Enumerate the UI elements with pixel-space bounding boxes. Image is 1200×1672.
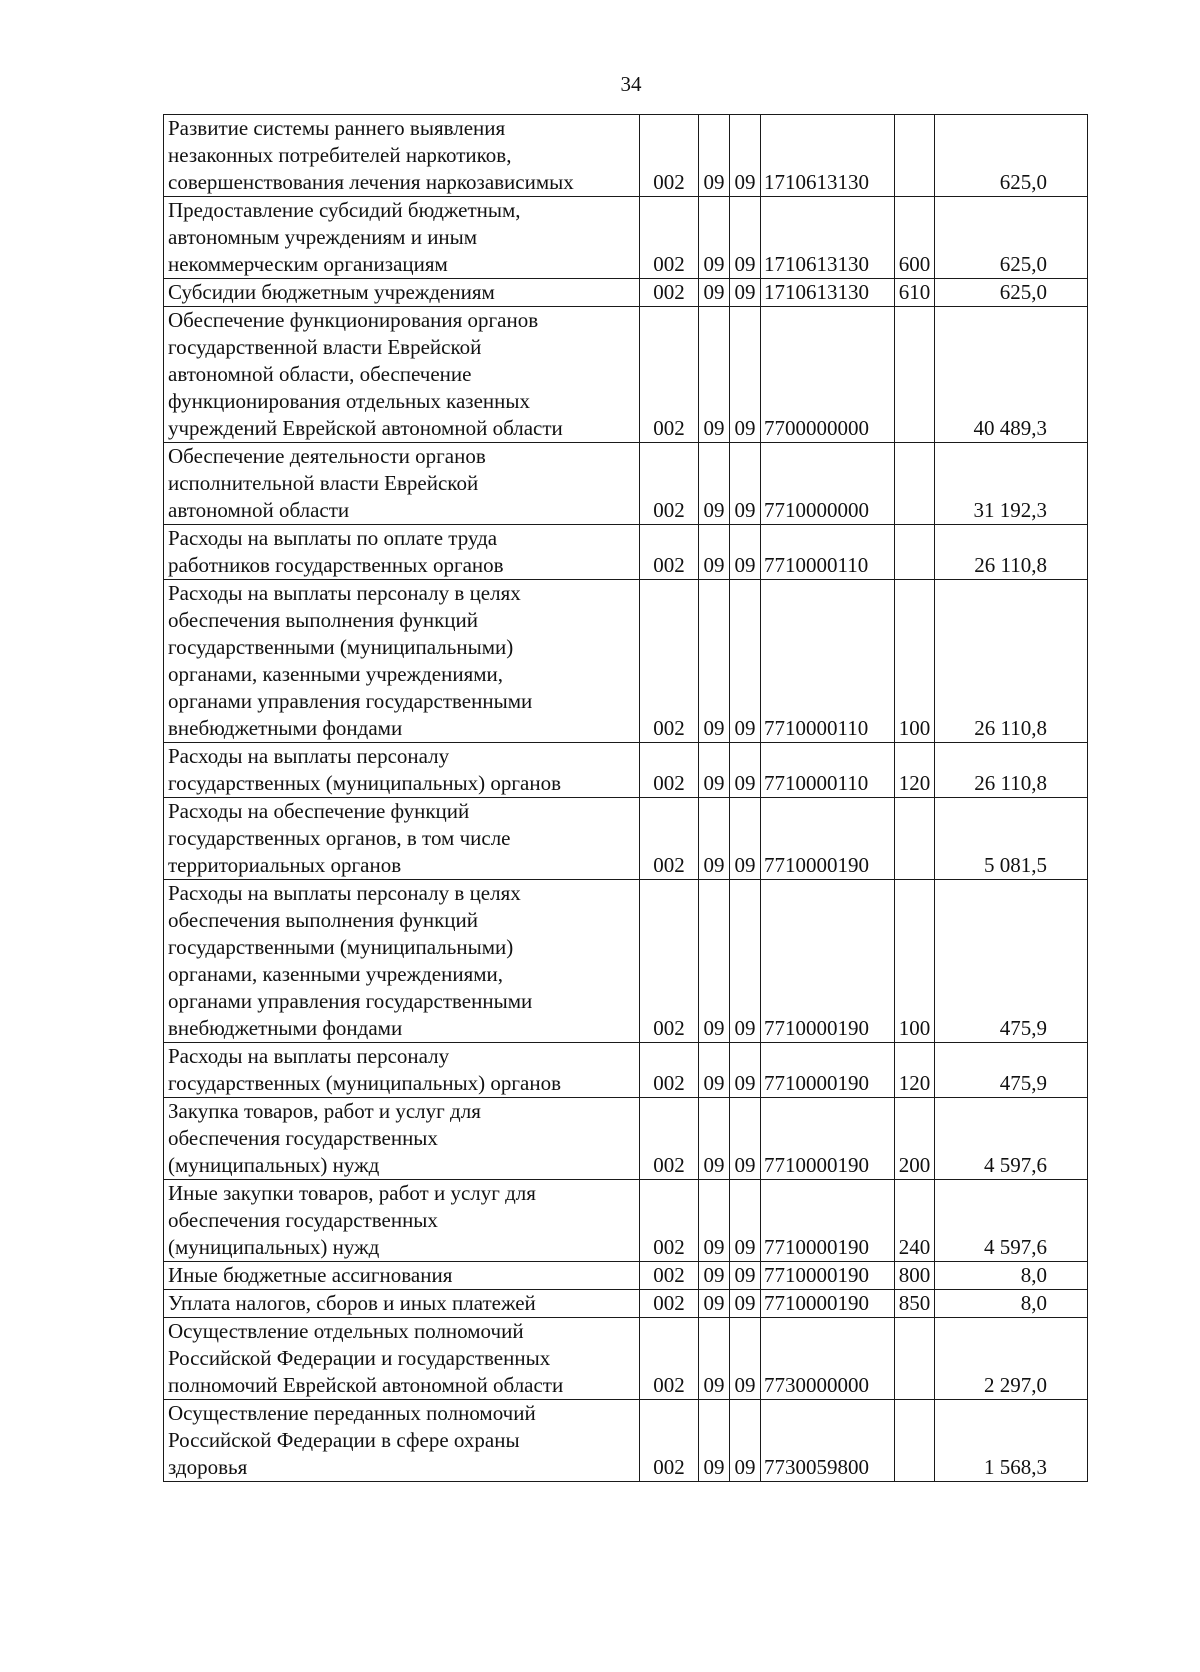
subsection-code-cell: 09 bbox=[730, 580, 761, 743]
budget-table bbox=[163, 114, 1088, 1482]
amount-cell: 475,9 bbox=[935, 1043, 1088, 1098]
amount-cell: 31 192,3 bbox=[935, 443, 1088, 525]
amount-cell: 40 489,3 bbox=[935, 307, 1088, 443]
subsection-code-cell: 09 bbox=[730, 443, 761, 525]
amount-cell: 5 081,5 bbox=[935, 798, 1088, 880]
row-name-cell: Расходы на выплаты персоналу в целях обеспечения выполнения функций государственными (муниципальными) органами, казенными учреждениями, органами управления государственными внебюджетными фондами bbox=[164, 880, 640, 1043]
ministry-code-cell: 002 bbox=[640, 1290, 699, 1318]
expense-type-cell bbox=[895, 307, 935, 443]
ministry-code-cell: 002 bbox=[640, 115, 699, 197]
target-article-cell: 7710000110 bbox=[761, 743, 895, 798]
section-code-cell: 09 bbox=[699, 1098, 730, 1180]
expense-type-cell bbox=[895, 443, 935, 525]
ministry-code-cell: 002 bbox=[640, 279, 699, 307]
table-row bbox=[164, 1098, 1088, 1180]
target-article-cell: 7710000110 bbox=[761, 580, 895, 743]
ministry-code-cell: 002 bbox=[640, 197, 699, 279]
row-name-cell: Иные бюджетные ассигнования bbox=[164, 1262, 640, 1290]
subsection-code-cell: 09 bbox=[730, 279, 761, 307]
ministry-code-cell: 002 bbox=[640, 1180, 699, 1262]
subsection-code-cell: 09 bbox=[730, 115, 761, 197]
amount-cell: 625,0 bbox=[935, 115, 1088, 197]
target-article-cell: 7710000110 bbox=[761, 525, 895, 580]
row-name-cell: Закупка товаров, работ и услуг для обеспечения государственных (муниципальных) нужд bbox=[164, 1098, 640, 1180]
table-row bbox=[164, 115, 1088, 197]
table-row bbox=[164, 580, 1088, 743]
expense-type-cell bbox=[895, 115, 935, 197]
ministry-code-cell: 002 bbox=[640, 880, 699, 1043]
amount-cell: 26 110,8 bbox=[935, 743, 1088, 798]
subsection-code-cell: 09 bbox=[730, 1180, 761, 1262]
row-name-cell: Иные закупки товаров, работ и услуг для обеспечения государственных (муниципальных) нужд bbox=[164, 1180, 640, 1262]
row-name-cell: Предоставление субсидий бюджетным, автономным учреждениям и иным некоммерческим организациям bbox=[164, 197, 640, 279]
expense-type-cell: 100 bbox=[895, 580, 935, 743]
section-code-cell: 09 bbox=[699, 307, 730, 443]
table-row bbox=[164, 443, 1088, 525]
row-name-cell: Развитие системы раннего выявления незаконных потребителей наркотиков, совершенствования лечения наркозависимых bbox=[164, 115, 640, 197]
row-name-cell: Расходы на выплаты персоналу государственных (муниципальных) органов bbox=[164, 743, 640, 798]
row-name-cell: Расходы на выплаты персоналу государственных (муниципальных) органов bbox=[164, 1043, 640, 1098]
table-row bbox=[164, 1043, 1088, 1098]
subsection-code-cell: 09 bbox=[730, 1262, 761, 1290]
ministry-code-cell: 002 bbox=[640, 1043, 699, 1098]
target-article-cell: 1710613130 bbox=[761, 197, 895, 279]
subsection-code-cell: 09 bbox=[730, 307, 761, 443]
amount-cell: 1 568,3 bbox=[935, 1400, 1088, 1482]
table-row bbox=[164, 1262, 1088, 1290]
ministry-code-cell: 002 bbox=[640, 1098, 699, 1180]
expense-type-cell: 800 bbox=[895, 1262, 935, 1290]
row-name-cell: Обеспечение деятельности органов исполнительной власти Еврейской автономной области bbox=[164, 443, 640, 525]
section-code-cell: 09 bbox=[699, 197, 730, 279]
row-name-cell: Обеспечение функционирования органов государственной власти Еврейской автономной области, обеспечение функционирования отдельных казенных учреждений Еврейской автономной области bbox=[164, 307, 640, 443]
target-article-cell: 7710000190 bbox=[761, 1180, 895, 1262]
section-code-cell: 09 bbox=[699, 1262, 730, 1290]
expense-type-cell bbox=[895, 525, 935, 580]
row-name-cell: Уплата налогов, сборов и иных платежей bbox=[164, 1290, 640, 1318]
amount-cell: 4 597,6 bbox=[935, 1098, 1088, 1180]
amount-cell: 26 110,8 bbox=[935, 525, 1088, 580]
expense-type-cell: 600 bbox=[895, 197, 935, 279]
section-code-cell: 09 bbox=[699, 1043, 730, 1098]
expense-type-cell bbox=[895, 798, 935, 880]
section-code-cell: 09 bbox=[699, 1290, 730, 1318]
amount-cell: 8,0 bbox=[935, 1262, 1088, 1290]
ministry-code-cell: 002 bbox=[640, 743, 699, 798]
table-row bbox=[164, 1318, 1088, 1400]
amount-cell: 475,9 bbox=[935, 880, 1088, 1043]
target-article-cell: 7730059800 bbox=[761, 1400, 895, 1482]
table-row bbox=[164, 197, 1088, 279]
subsection-code-cell: 09 bbox=[730, 1290, 761, 1318]
section-code-cell: 09 bbox=[699, 115, 730, 197]
table-row bbox=[164, 1180, 1088, 1262]
subsection-code-cell: 09 bbox=[730, 1043, 761, 1098]
section-code-cell: 09 bbox=[699, 443, 730, 525]
section-code-cell: 09 bbox=[699, 1400, 730, 1482]
row-name-cell: Осуществление отдельных полномочий Российской Федерации и государственных полномочий Еврейской автономной области bbox=[164, 1318, 640, 1400]
table-row bbox=[164, 743, 1088, 798]
table-row bbox=[164, 279, 1088, 307]
ministry-code-cell: 002 bbox=[640, 1400, 699, 1482]
target-article-cell: 7710000190 bbox=[761, 1043, 895, 1098]
row-name-cell: Субсидии бюджетным учреждениям bbox=[164, 279, 640, 307]
row-name-cell: Расходы на обеспечение функций государственных органов, в том числе территориальных органов bbox=[164, 798, 640, 880]
target-article-cell: 1710613130 bbox=[761, 115, 895, 197]
ministry-code-cell: 002 bbox=[640, 580, 699, 743]
amount-cell: 625,0 bbox=[935, 279, 1088, 307]
section-code-cell: 09 bbox=[699, 1180, 730, 1262]
ministry-code-cell: 002 bbox=[640, 307, 699, 443]
section-code-cell: 09 bbox=[699, 743, 730, 798]
section-code-cell: 09 bbox=[699, 525, 730, 580]
ministry-code-cell: 002 bbox=[640, 798, 699, 880]
target-article-cell: 7700000000 bbox=[761, 307, 895, 443]
section-code-cell: 09 bbox=[699, 580, 730, 743]
target-article-cell: 7710000190 bbox=[761, 1290, 895, 1318]
target-article-cell: 7710000190 bbox=[761, 798, 895, 880]
expense-type-cell: 120 bbox=[895, 1043, 935, 1098]
table-row bbox=[164, 1290, 1088, 1318]
section-code-cell: 09 bbox=[699, 880, 730, 1043]
target-article-cell: 7710000190 bbox=[761, 1098, 895, 1180]
amount-cell: 625,0 bbox=[935, 197, 1088, 279]
expense-type-cell: 200 bbox=[895, 1098, 935, 1180]
amount-cell: 4 597,6 bbox=[935, 1180, 1088, 1262]
target-article-cell: 7710000190 bbox=[761, 1262, 895, 1290]
ministry-code-cell: 002 bbox=[640, 525, 699, 580]
subsection-code-cell: 09 bbox=[730, 880, 761, 1043]
ministry-code-cell: 002 bbox=[640, 1318, 699, 1400]
subsection-code-cell: 09 bbox=[730, 1400, 761, 1482]
target-article-cell: 7710000000 bbox=[761, 443, 895, 525]
section-code-cell: 09 bbox=[699, 798, 730, 880]
amount-cell: 26 110,8 bbox=[935, 580, 1088, 743]
amount-cell: 8,0 bbox=[935, 1290, 1088, 1318]
target-article-cell: 7730000000 bbox=[761, 1318, 895, 1400]
expense-type-cell: 610 bbox=[895, 279, 935, 307]
section-code-cell: 09 bbox=[699, 1318, 730, 1400]
expense-type-cell bbox=[895, 1318, 935, 1400]
subsection-code-cell: 09 bbox=[730, 743, 761, 798]
subsection-code-cell: 09 bbox=[730, 197, 761, 279]
row-name-cell: Расходы на выплаты персоналу в целях обеспечения выполнения функций государственными (муниципальными) органами, казенными учреждениями, органами управления государственными внебюджетными фондами bbox=[164, 580, 640, 743]
amount-cell: 2 297,0 bbox=[935, 1318, 1088, 1400]
ministry-code-cell: 002 bbox=[640, 443, 699, 525]
table-row bbox=[164, 880, 1088, 1043]
row-name-cell: Расходы на выплаты по оплате труда работников государственных органов bbox=[164, 525, 640, 580]
expense-type-cell: 100 bbox=[895, 880, 935, 1043]
expense-type-cell bbox=[895, 1400, 935, 1482]
table-row bbox=[164, 1400, 1088, 1482]
expense-type-cell: 240 bbox=[895, 1180, 935, 1262]
expense-type-cell: 120 bbox=[895, 743, 935, 798]
target-article-cell: 1710613130 bbox=[761, 279, 895, 307]
subsection-code-cell: 09 bbox=[730, 798, 761, 880]
page-number: 34 bbox=[620, 72, 642, 96]
target-article-cell: 7710000190 bbox=[761, 880, 895, 1043]
subsection-code-cell: 09 bbox=[730, 1318, 761, 1400]
budget-table-body bbox=[164, 115, 1088, 1482]
table-row bbox=[164, 307, 1088, 443]
subsection-code-cell: 09 bbox=[730, 525, 761, 580]
table-row bbox=[164, 525, 1088, 580]
subsection-code-cell: 09 bbox=[730, 1098, 761, 1180]
section-code-cell: 09 bbox=[699, 279, 730, 307]
row-name-cell: Осуществление переданных полномочий Российской Федерации в сфере охраны здоровья bbox=[164, 1400, 640, 1482]
ministry-code-cell: 002 bbox=[640, 1262, 699, 1290]
table-row bbox=[164, 798, 1088, 880]
expense-type-cell: 850 bbox=[895, 1290, 935, 1318]
